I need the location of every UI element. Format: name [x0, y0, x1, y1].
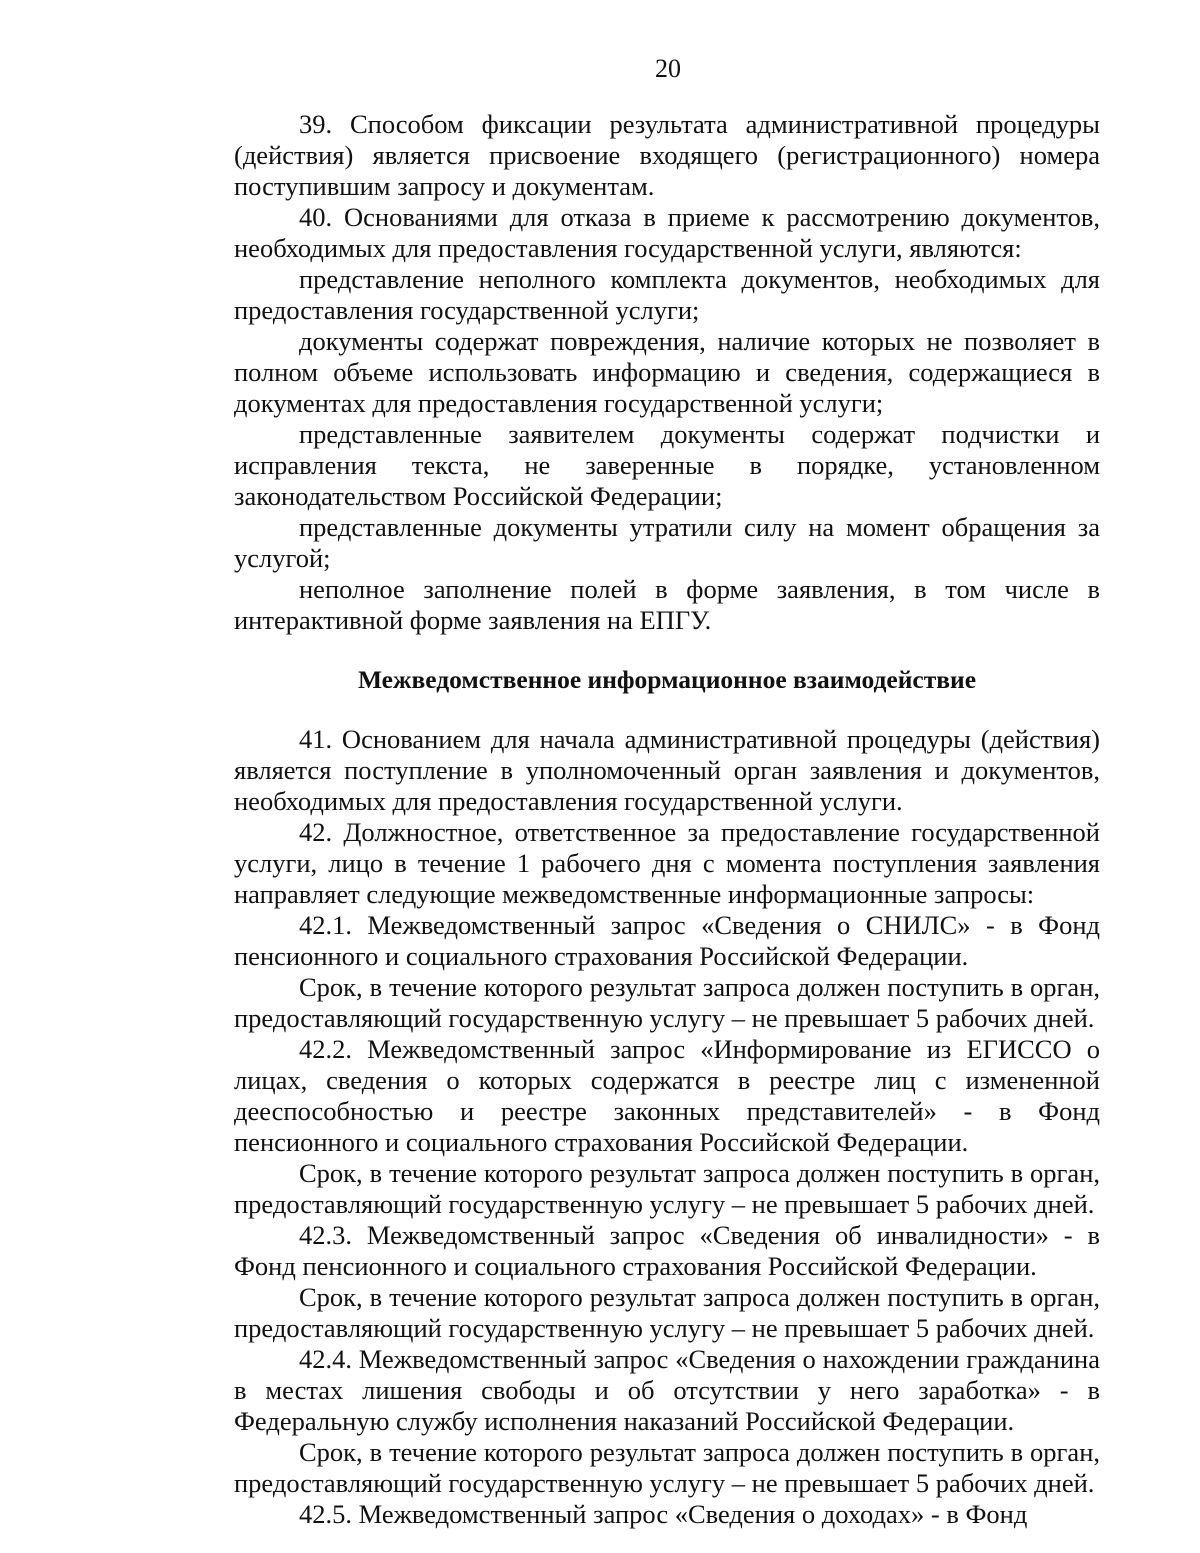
refusal-ground-2: документы содержат повреждения, наличие которых не позволяет в полном объеме использовать информацию и сведения, содержащиеся в документах для предоставления государственной услуги;: [234, 326, 1100, 418]
term-note-42-2: Срок, в течение которого результат запроса должен поступить в орган, предоставляющий государственную услугу – не превышает 5 рабочих дней.: [234, 1158, 1100, 1219]
paragraph-41: 41. Основанием для начала административной процедуры (действия) является поступление в уполномоченный орган заявления и документов, необходимых для предоставления государственной услуги.: [234, 724, 1100, 816]
section-heading: Межведомственное информационное взаимодействие: [357, 665, 977, 694]
refusal-ground-5: неполное заполнение полей в форме заявления, в том числе в интерактивной форме заявления на ЕПГУ.: [234, 574, 1100, 635]
paragraph-42-4: 42.4. Межведомственный запрос «Сведения о нахождении гражданина в местах лишения свободы и об отсутствии у него заработка» - в Федеральную службу исполнения наказаний Российской Федерации.: [234, 1344, 1100, 1436]
paragraph-42-3: 42.3. Межведомственный запрос «Сведения об инвалидности» - в Фонд пенсионного и социального страхования Российской Федерации.: [234, 1220, 1100, 1281]
refusal-ground-1: представление неполного комплекта документов, необходимых для предоставления государственной услуги;: [234, 264, 1100, 325]
paragraph-40: 40. Основаниями для отказа в приеме к рассмотрению документов, необходимых для предоставления государственной услуги, являются:: [234, 202, 1100, 263]
paragraph-42-1: 42.1. Межведомственный запрос «Сведения о СНИЛС» - в Фонд пенсионного и социального страхования Российской Федерации.: [234, 910, 1100, 971]
term-note-42-1: Срок, в течение которого результат запроса должен поступить в орган, предоставляющий государственную услугу – не превышает 5 рабочих дней.: [234, 972, 1100, 1033]
paragraph-42: 42. Должностное, ответственное за предоставление государственной услуги, лицо в течение 1 рабочего дня с момента поступления заявления направляет следующие межведомственные информационные запросы:: [234, 817, 1100, 909]
refusal-ground-3: представленные заявителем документы содержат подчистки и исправления текста, не заверенные в порядке, установленном законодательством Российской Федерации;: [234, 419, 1100, 511]
paragraph-42-5: 42.5. Межведомственный запрос «Сведения о доходах» - в Фонд: [299, 1499, 1028, 1529]
page-number: 20: [655, 54, 681, 83]
refusal-ground-4: представленные документы утратили силу на момент обращения за услугой;: [234, 512, 1100, 573]
document-body: [234, 109, 1100, 1530]
paragraph-42-2: 42.2. Межведомственный запрос «Информирование из ЕГИССО о лицах, сведения о которых содержатся в реестре лиц с измененной дееспособностью и реестре законных представителей» - в Фонд пенсионного и социального страхования Российской Федерации.: [234, 1034, 1100, 1157]
term-note-42-3: Срок, в течение которого результат запроса должен поступить в орган, предоставляющий государственную услугу – не превышает 5 рабочих дней.: [234, 1282, 1100, 1343]
term-note-42-4: Срок, в течение которого результат запроса должен поступить в орган, предоставляющий государственную услугу – не превышает 5 рабочих дней.: [234, 1437, 1100, 1498]
paragraph-39: 39. Способом фиксации результата административной процедуры (действия) является присвоение входящего (регистрационного) номера поступившим запросу и документам.: [234, 109, 1100, 201]
